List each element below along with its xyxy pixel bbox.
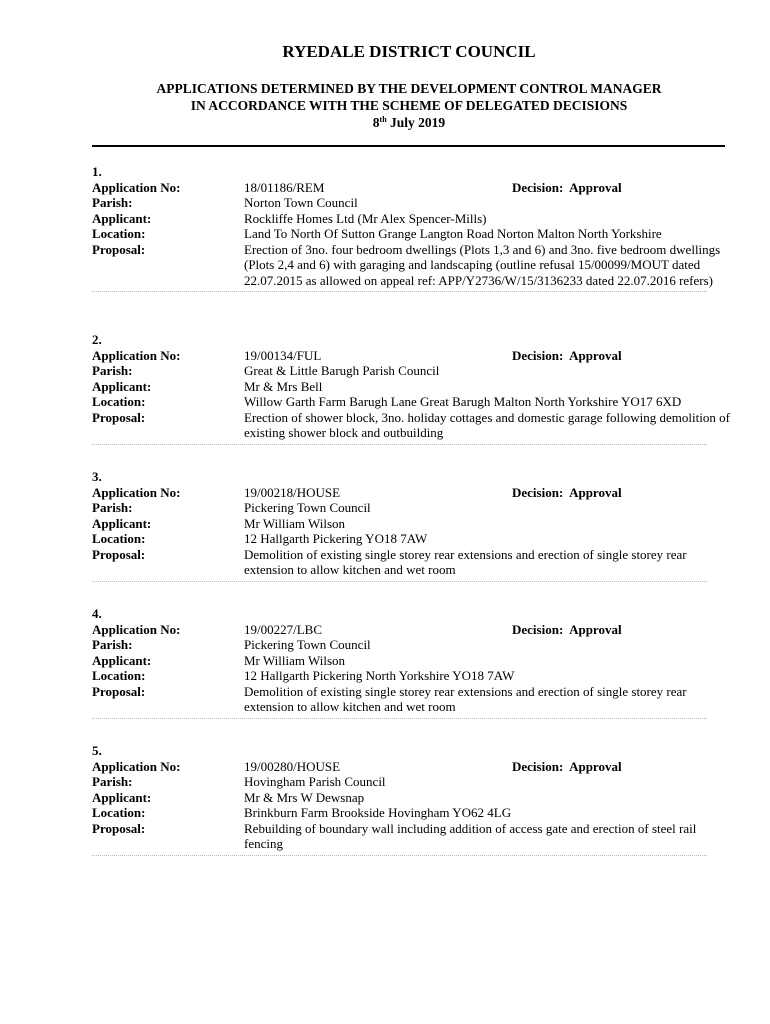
decision — [512, 759, 622, 775]
location-label: Location: — [92, 226, 146, 241]
application-no-row — [92, 485, 732, 501]
parish-value: Great & Little Barugh Parish Council — [244, 363, 440, 378]
location-label: Location: — [92, 668, 146, 683]
entry-separator — [92, 581, 707, 582]
parish-value: Norton Town Council — [244, 195, 358, 210]
application-number: 1. — [92, 164, 102, 179]
report-date-day: 8 — [372, 115, 380, 130]
parish-label: Parish: — [92, 774, 133, 789]
application-no-value: 19/00227/LBC — [244, 621, 323, 637]
decision-label: Decision: — [512, 484, 564, 500]
application-no-label: Application No: — [92, 621, 181, 637]
applicant-value: Mr & Mrs W Dewsnap — [244, 789, 365, 805]
parish-value: Pickering Town Council — [244, 500, 371, 515]
decision-value: Approval — [569, 758, 622, 774]
parish-value: Pickering Town Council — [244, 637, 371, 652]
application-entry-3 — [92, 469, 732, 582]
location-label: Location: — [92, 805, 146, 820]
entry-separator — [92, 444, 707, 445]
application-no-row — [92, 759, 732, 775]
application-no-label: Application No: — [92, 347, 181, 363]
location-value: 12 Hallgarth Pickering YO18 7AW — [244, 531, 428, 546]
applicant-label: Applicant: — [92, 378, 152, 394]
entry-separator — [92, 718, 707, 719]
applicant-value: Mr & Mrs Bell — [244, 378, 323, 394]
application-no-label: Application No: — [92, 484, 181, 500]
application-entry-2 — [92, 332, 732, 445]
application-no-value: 19/00218/HOUSE — [244, 484, 341, 500]
application-entry-5 — [92, 743, 732, 856]
parish-row — [92, 637, 732, 653]
council-title: RYEDALE DISTRICT COUNCIL — [282, 42, 536, 61]
subtitle-line-1: APPLICATIONS DETERMINED BY THE DEVELOPMENT CONTROL MANAGER — [156, 81, 662, 96]
proposal-value: Erection of 3no. four bedroom dwellings (Plots 1,3 and 6) and 3no. five bedroom dwellings (Plots 2,4 and 6) with garaging and landscaping (outline refusal 15/00099/MOUT dated 22.07.2015 as allowed on appeal ref: APP/Y2736/W/15/3136233 dated 22.07.2016 refers) — [244, 241, 721, 288]
proposal-row — [92, 684, 732, 715]
proposal-row — [92, 242, 732, 289]
report-date-suffix: th — [379, 115, 387, 124]
applicant-row — [92, 790, 732, 806]
application-no-row — [92, 348, 732, 364]
location-value: Willow Garth Farm Barugh Lane Great Barugh Malton North Yorkshire YO17 6XD — [244, 394, 682, 409]
parish-row — [92, 363, 732, 379]
application-number: 2. — [92, 332, 102, 347]
decision-label: Decision: — [512, 179, 564, 195]
applicant-value: Rockliffe Homes Ltd (Mr Alex Spencer-Mills) — [244, 210, 487, 226]
location-value: Land To North Of Sutton Grange Langton Road Norton Malton North Yorkshire — [244, 226, 662, 241]
entry-separator — [92, 855, 707, 856]
parish-row — [92, 774, 732, 790]
header-rule — [92, 145, 725, 147]
decision — [512, 180, 622, 196]
application-no-value: 19/00134/FUL — [244, 347, 322, 363]
applicant-row — [92, 379, 732, 395]
proposal-label: Proposal: — [92, 241, 146, 257]
parish-value: Hovingham Parish Council — [244, 774, 386, 789]
applicant-row — [92, 653, 732, 669]
decision-value: Approval — [569, 484, 622, 500]
location-row — [92, 805, 732, 821]
location-value: 12 Hallgarth Pickering North Yorkshire YO18 7AW — [244, 668, 515, 683]
decision-label: Decision: — [512, 621, 564, 637]
decision-value: Approval — [569, 179, 622, 195]
proposal-value: Demolition of existing single storey rear extensions and erection of single storey rear extension to allow kitchen and wet room — [244, 546, 687, 577]
application-entry-4 — [92, 606, 732, 719]
decision-value: Approval — [569, 621, 622, 637]
applicant-value: Mr William Wilson — [244, 515, 346, 531]
proposal-row — [92, 821, 732, 852]
location-row — [92, 668, 732, 684]
location-label: Location: — [92, 394, 146, 409]
entry-separator — [92, 291, 707, 292]
proposal-label: Proposal: — [92, 546, 146, 562]
applicant-row — [92, 211, 732, 227]
application-no-label: Application No: — [92, 179, 181, 195]
parish-row — [92, 500, 732, 516]
application-no-row — [92, 622, 732, 638]
parish-label: Parish: — [92, 195, 133, 210]
application-entry-1 — [92, 164, 732, 292]
parish-label: Parish: — [92, 363, 133, 378]
applicant-label: Applicant: — [92, 210, 152, 226]
application-number: 3. — [92, 469, 102, 484]
report-subtitle — [0, 80, 770, 131]
proposal-value: Rebuilding of boundary wall including addition of access gate and erection of steel rail fencing — [244, 820, 697, 851]
parish-row — [92, 195, 732, 211]
application-no-label: Application No: — [92, 758, 181, 774]
report-date-rest: July 2019 — [386, 115, 446, 130]
decision-value: Approval — [569, 347, 622, 363]
applicant-label: Applicant: — [92, 789, 152, 805]
location-row — [92, 226, 732, 242]
decision-label: Decision: — [512, 758, 564, 774]
decision-label: Decision: — [512, 347, 564, 363]
location-label: Location: — [92, 531, 146, 546]
application-no-value: 18/01186/REM — [244, 179, 325, 195]
report-date — [0, 114, 770, 131]
applicant-label: Applicant: — [92, 515, 152, 531]
application-number: 5. — [92, 743, 102, 758]
applicant-row — [92, 516, 732, 532]
proposal-value: Erection of shower block, 3no. holiday cottages and domestic garage following demolition of existing shower block and outbuilding — [244, 409, 730, 440]
decision — [512, 622, 622, 638]
proposal-value: Demolition of existing single storey rear extensions and erection of single storey rear extension to allow kitchen and wet room — [244, 683, 687, 714]
subtitle-line-2: IN ACCORDANCE WITH THE SCHEME OF DELEGATED DECISIONS — [190, 98, 628, 113]
parish-label: Parish: — [92, 637, 133, 652]
proposal-row — [92, 547, 732, 578]
applicant-label: Applicant: — [92, 652, 152, 668]
applicant-value: Mr William Wilson — [244, 652, 346, 668]
application-number: 4. — [92, 606, 102, 621]
application-no-row — [92, 180, 732, 196]
decision — [512, 348, 622, 364]
application-no-value: 19/00280/HOUSE — [244, 758, 341, 774]
location-value: Brinkburn Farm Brookside Hovingham YO62 4LG — [244, 805, 512, 820]
parish-label: Parish: — [92, 500, 133, 515]
proposal-row — [92, 410, 732, 441]
location-row — [92, 531, 732, 547]
proposal-label: Proposal: — [92, 820, 146, 836]
proposal-label: Proposal: — [92, 409, 146, 425]
proposal-label: Proposal: — [92, 683, 146, 699]
location-row — [92, 394, 732, 410]
decision — [512, 485, 622, 501]
